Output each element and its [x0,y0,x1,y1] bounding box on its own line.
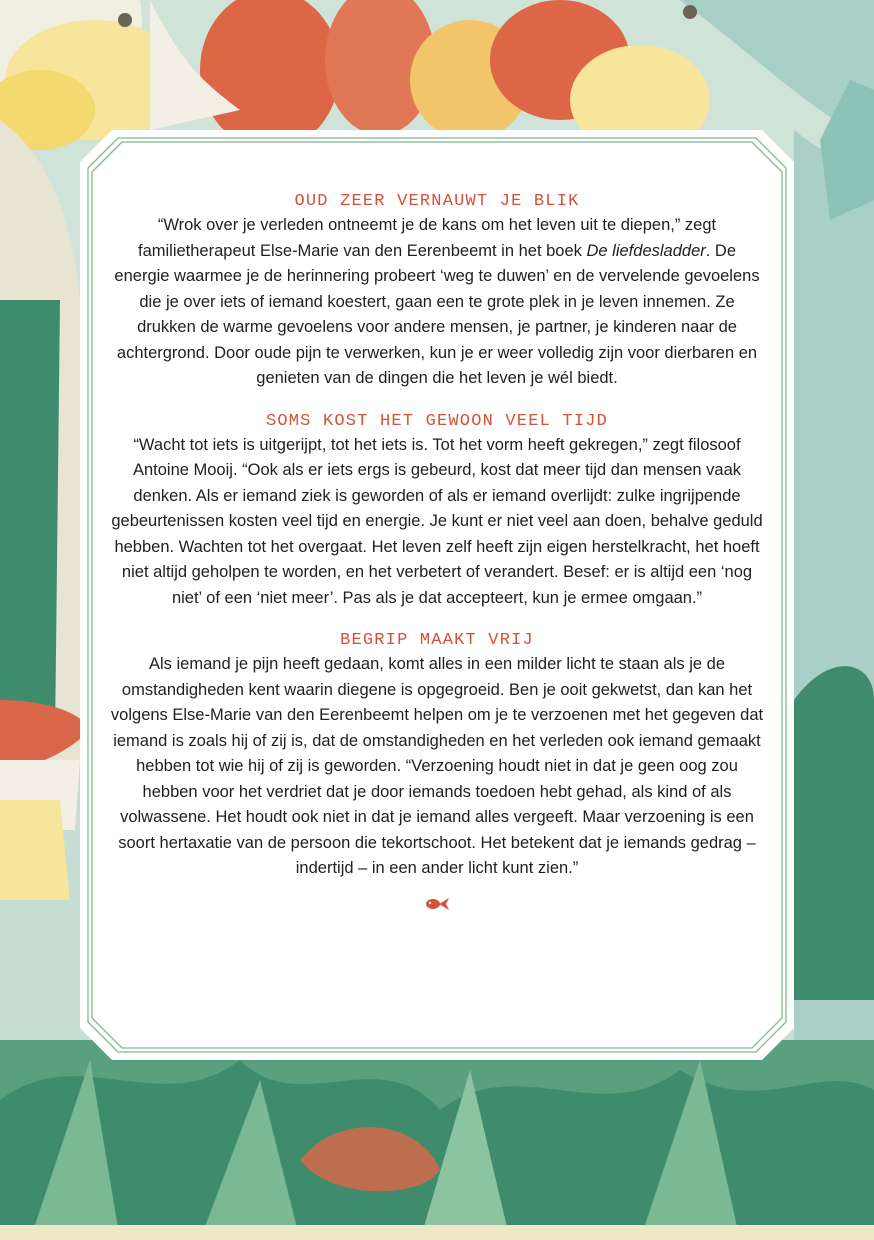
article-content [110,192,764,917]
bird-ornament-icon [110,896,764,917]
section-heading-1: OUD ZEER VERNAUWT JE BLIK [294,192,580,211]
section-paragraph-3: Als iemand je pijn heeft gedaan, komt alles in een milder licht te staan als je de omstandigheden kent waarin diegene is opgegroeid. Ben je ooit gekwetst, dan kan het volgens Else-Marie van den Eerenbeemt helpen om je te verzoenen met het gegeven dat iemand is zoals hij of zij is, dat de omstandigheden en het verleden ook iemand gemaakt hebben tot wie hij of zij is geworden. “Verzoening houdt niet in dat je geen oog zou hebben voor het verdriet dat je door iemands toedoen hebt gehad, als kind of als volwassene. Het houdt ook niet in dat je iemand alles vergeeft. Maar verzoening is een soort hertaxatie van de persoon die tekortschoot. Het betekent dat je iemands gedrag – indertijd – in een ander licht kunt zien.” [110,655,764,877]
paragraph-1-text-end: . De energie waarmee je de herinnering probeert ‘weg te duwen’ en de vervelende gevoelens die je over iets of iemand koestert, gaan een te grote plek in je leven innemen. Ze drukken de warme gevoelens voor andere mensen, je partner, je kinderen naar de achtergrond. Door oude pijn te verwerken, kun je er weer volledig zijn voor dierbaren en genieten van de dingen die het leven je wél biedt. [114,241,760,387]
section-heading-2: SOMS KOST HET GEWOON VEEL TIJD [265,411,609,431]
section-paragraph-2: “Wacht tot iets is uitgerijpt, tot het iets is. Tot het vorm heeft gekregen,” zegt filosoof Antoine Mooij. “Ook als er iets ergs is gebeurd, kost dat meer tijd dan mensen vaak denken. Als er iemand ziek is geworden of als er iemand overlijdt: zulke ingrijpende gebeurtenissen kosten veel tijd en energie. Je kunt er niet veel aan doen, behalve geduld hebben. Wachten tot het overgaat. Het leven zelf heeft zijn eigen herstelkracht, het hoeft niet altijd geholpen te worden, en het verbetert of verandert. Besef: er is altijd een ‘nog niet’ of een ‘niet meer’. Pas als je dat accepteert, kun je ermee omgaan.” [111,435,763,607]
book-title: De liefdesladder [586,241,706,260]
section-heading-3: BEGRIP MAAKT VRIJ [340,631,534,650]
paragraph-1-text-start: “Wrok over je verleden ontneemt je de kans om het leven uit te diepen,” zegt familietherapeut Else-Marie van den Eerenbeemt in het boek [137,216,717,260]
text-card [80,130,794,1060]
section-paragraph-1 [110,213,764,392]
